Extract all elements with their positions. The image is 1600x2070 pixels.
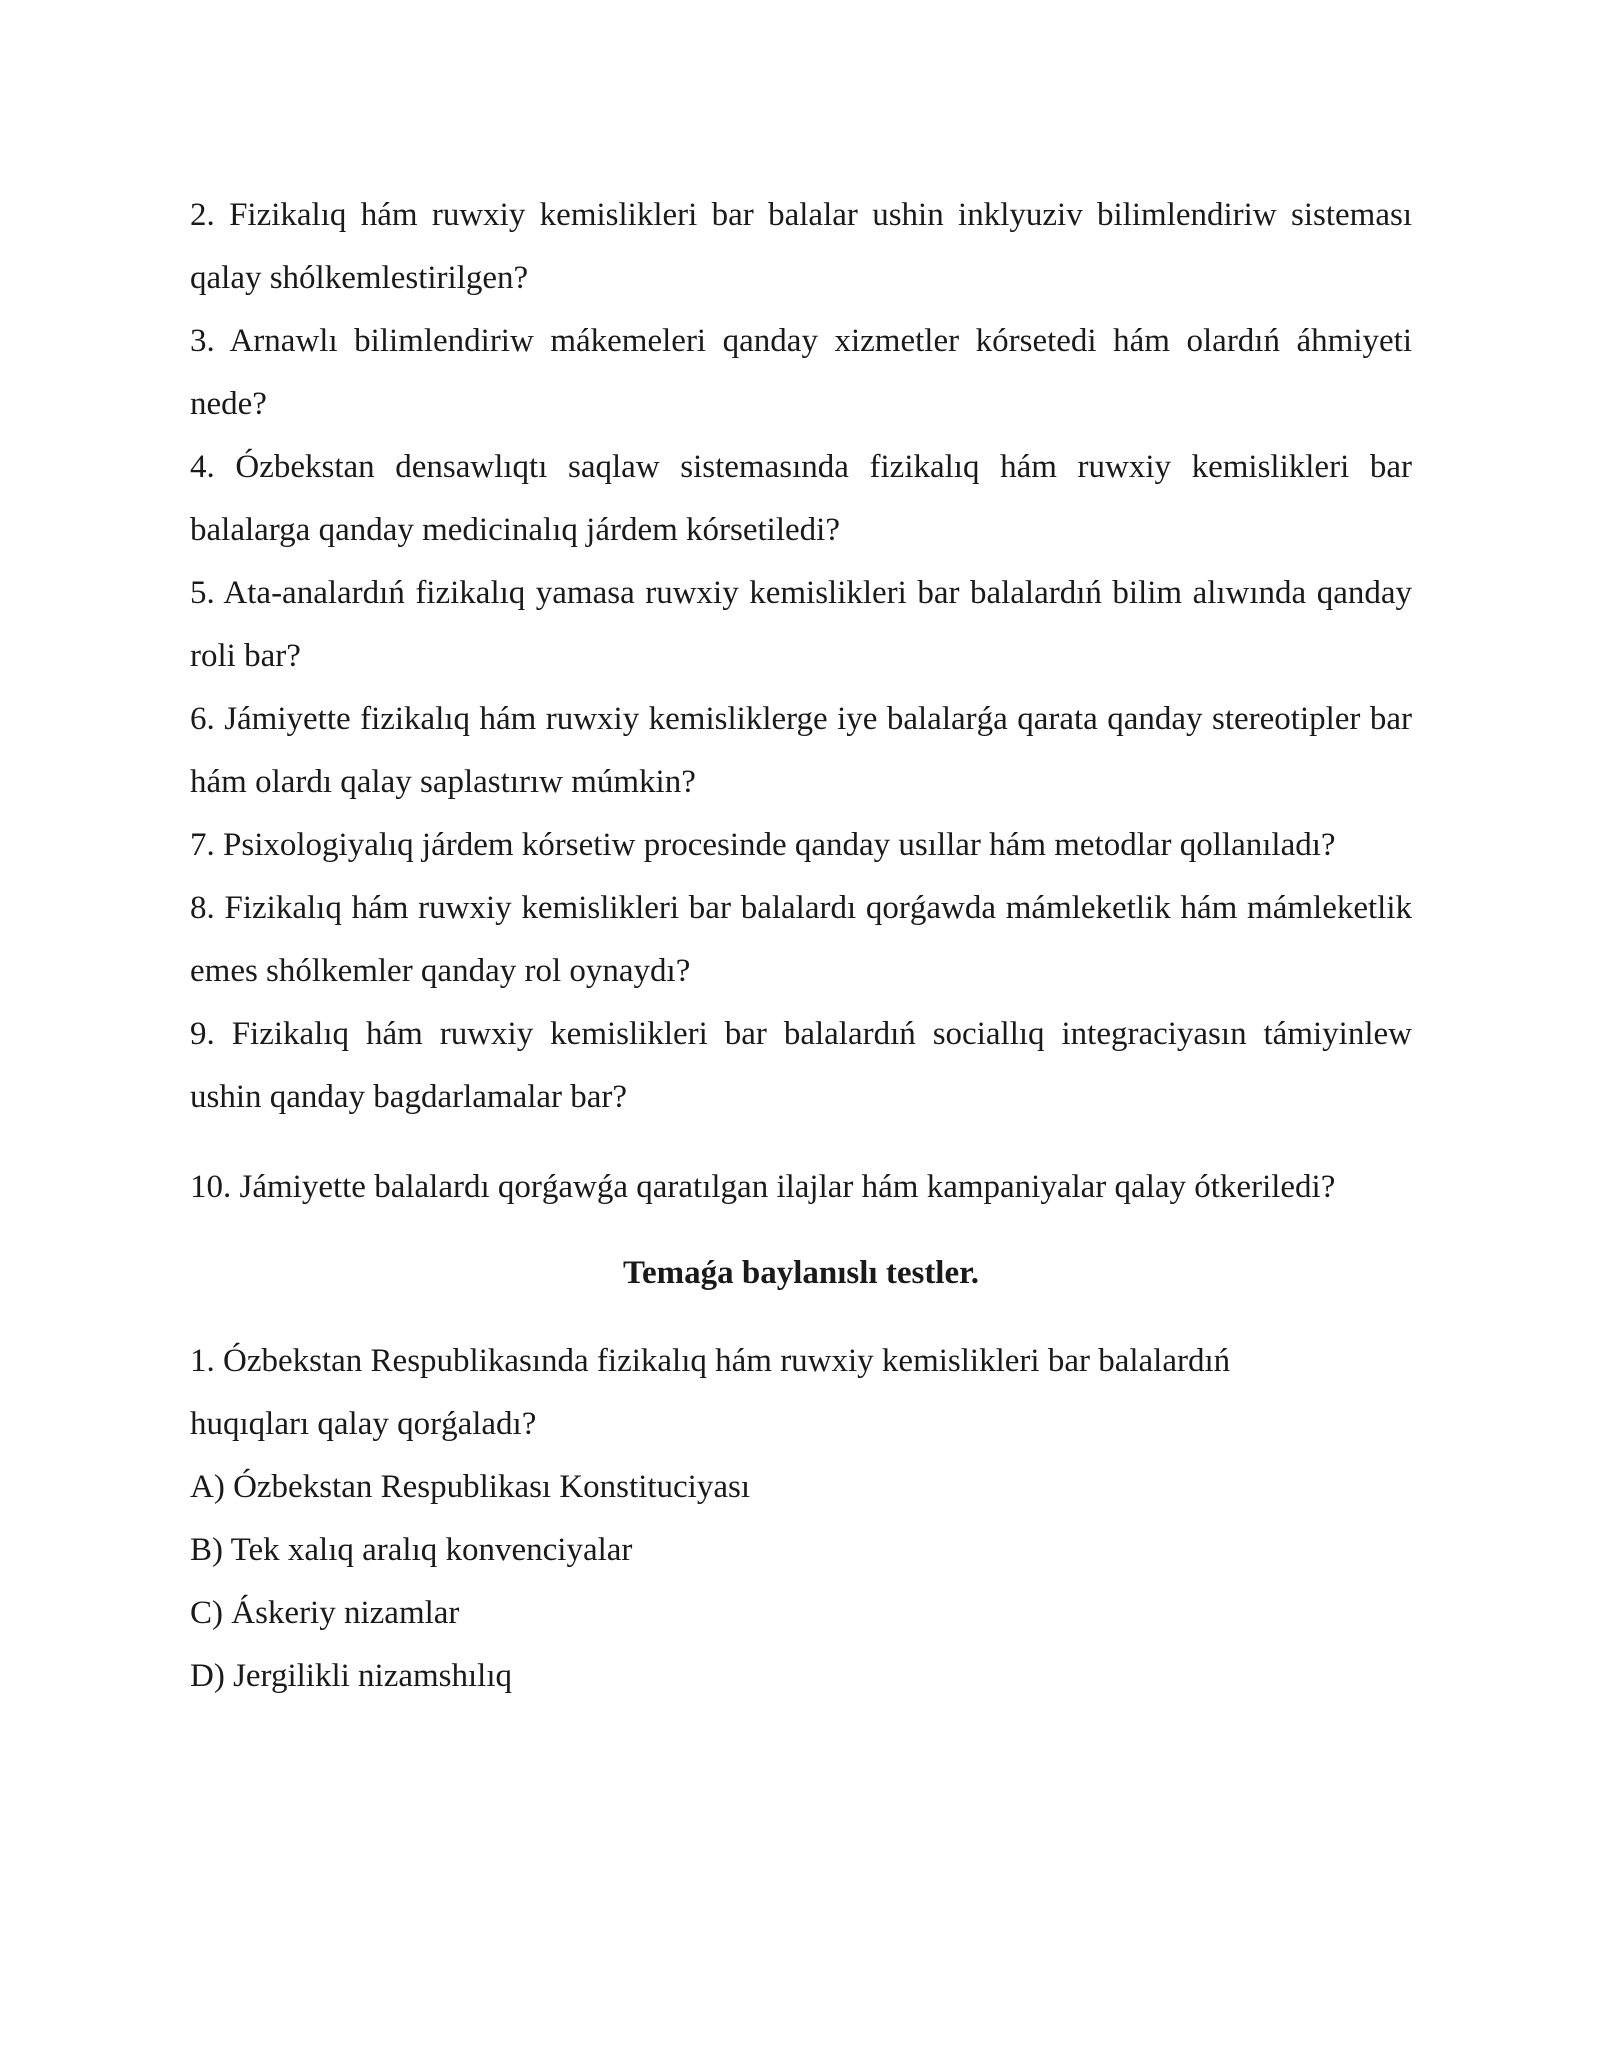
question-list [190, 184, 1412, 1219]
question-item: 10. Jámiyette balalardı qorǵawǵa qaratılgan ilajlar hám kampaniyalar qalay ótkeriledi? [190, 1169, 1336, 1205]
question-item: 8. Fizikalıq hám ruwxiy kemislikleri bar balalardı qorǵawda mámleketlik hám mámleketlik emes shólkemler qanday rol oynaydı? [190, 890, 1412, 989]
question-item: 4. Ózbekstan densawlıqtı saqlaw sistemasında fizikalıq hám ruwxiy kemislikleri bar balalarga qanday medicinalıq járdem kórsetiledi? [190, 449, 1412, 548]
question-item: 6. Jámiyette fizikalıq hám ruwxiy kemisliklerge iye balalarǵa qarata qanday stereotipler bar hám olardı qalay saplastırıw múmkin? [190, 701, 1412, 800]
test-option-a: A) Ózbekstan Respublikası Konstituciyası [190, 1469, 751, 1505]
question-item: 5. Ata-analardıń fizikalıq yamasa ruwxiy kemislikleri bar balalardıń bilim alıwında qanday roli bar? [190, 575, 1412, 674]
question-item: 7. Psixologiyalıq járdem kórsetiw procesinde qanday usıllar hám metodlar qollanıladı? [190, 827, 1336, 863]
test-option-d: D) Jergilikli nizamshılıq [190, 1658, 513, 1694]
question-item: 3. Arnawlı bilimlendiriw mákemeleri qanday xizmetler kórsetedi hám olardıń áhmiyeti nede? [190, 323, 1412, 422]
document-page [190, 184, 1412, 1708]
test-option-c: C) Áskeriy nizamlar [190, 1595, 460, 1631]
section-title: Temaǵa baylanıslı testler. [623, 1255, 979, 1291]
test-question: 1. Ózbekstan Respublikasında fizikalıq hám ruwxiy kemislikleri bar balalardıń huqıqları qalay qorǵaladı? [190, 1343, 1231, 1442]
question-item: 2. Fizikalıq hám ruwxiy kemislikleri bar balalar ushin inklyuziv bilimlendiriw sisteması qalay shólkemlestirilgen? [190, 197, 1412, 296]
test-option-b: B) Tek xalıq aralıq konvenciyalar [190, 1532, 633, 1568]
question-item: 9. Fizikalıq hám ruwxiy kemislikleri bar balalardıń sociallıq integraciyasın támiyinlew ushin qanday bagdarlamalar bar? [190, 1016, 1412, 1115]
test-block [190, 1330, 1412, 1708]
